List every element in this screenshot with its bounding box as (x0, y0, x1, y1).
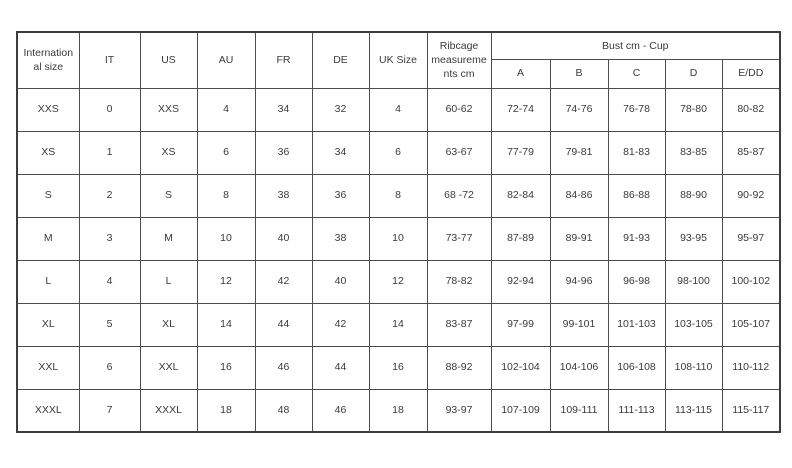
table-cell: XL (140, 303, 197, 346)
table-cell: 1 (79, 131, 140, 174)
table-cell: 100-102 (722, 260, 780, 303)
table-cell: 4 (369, 88, 427, 131)
table-cell: 46 (312, 389, 369, 432)
table-cell: 2 (79, 174, 140, 217)
col-header-us: US (140, 32, 197, 88)
table-cell: 6 (79, 346, 140, 389)
table-cell: 38 (312, 217, 369, 260)
col-header-cup-b: B (550, 59, 608, 88)
table-cell: 72-74 (491, 88, 550, 131)
table-cell: 76-78 (608, 88, 665, 131)
table-header (17, 32, 780, 88)
table-cell: XS (17, 131, 79, 174)
table-cell: 88-90 (665, 174, 722, 217)
table-cell: XXL (17, 346, 79, 389)
table-cell: 38 (255, 174, 312, 217)
table-cell: 95-97 (722, 217, 780, 260)
table-cell: 83-87 (427, 303, 491, 346)
table-cell: 102-104 (491, 346, 550, 389)
table-cell: 98-100 (665, 260, 722, 303)
col-header-fr: FR (255, 32, 312, 88)
table-cell: 89-91 (550, 217, 608, 260)
table-cell: 63-67 (427, 131, 491, 174)
table-cell: 46 (255, 346, 312, 389)
table-cell: 82-84 (491, 174, 550, 217)
table-cell: 99-101 (550, 303, 608, 346)
table-cell: 85-87 (722, 131, 780, 174)
table-cell: XXXL (17, 389, 79, 432)
table-cell: 14 (197, 303, 255, 346)
table-cell: 3 (79, 217, 140, 260)
table-cell: 18 (369, 389, 427, 432)
table-cell: XL (17, 303, 79, 346)
table-cell: 36 (255, 131, 312, 174)
table-cell: 106-108 (608, 346, 665, 389)
table-cell: XXS (140, 88, 197, 131)
table-cell: 83-85 (665, 131, 722, 174)
table-cell: 78-80 (665, 88, 722, 131)
table-cell: XXS (17, 88, 79, 131)
table-cell: 34 (312, 131, 369, 174)
table-cell: 8 (369, 174, 427, 217)
table-cell: 34 (255, 88, 312, 131)
table-cell: 14 (369, 303, 427, 346)
table-cell: 94-96 (550, 260, 608, 303)
table-cell: M (140, 217, 197, 260)
table-cell: 91-93 (608, 217, 665, 260)
table-cell: S (17, 174, 79, 217)
table-cell: 6 (369, 131, 427, 174)
col-header-cup-d: D (665, 59, 722, 88)
table-cell: 8 (197, 174, 255, 217)
table-cell: 60-62 (427, 88, 491, 131)
table-cell: XXL (140, 346, 197, 389)
table-cell: L (140, 260, 197, 303)
table-cell: 16 (197, 346, 255, 389)
table-cell: 115-117 (722, 389, 780, 432)
col-header-cup-edd: E/DD (722, 59, 780, 88)
table-cell: 84-86 (550, 174, 608, 217)
table-row (17, 174, 780, 217)
table-cell: 103-105 (665, 303, 722, 346)
table-cell: 12 (369, 260, 427, 303)
table-cell: 81-83 (608, 131, 665, 174)
col-header-cup-c: C (608, 59, 665, 88)
table-cell: L (17, 260, 79, 303)
table-cell: 87-89 (491, 217, 550, 260)
table-cell: 111-113 (608, 389, 665, 432)
table-row (17, 217, 780, 260)
table-cell: 105-107 (722, 303, 780, 346)
table-cell: 0 (79, 88, 140, 131)
table-cell: 97-99 (491, 303, 550, 346)
header-row-top (17, 32, 780, 59)
table-cell: 42 (255, 260, 312, 303)
table-cell: S (140, 174, 197, 217)
col-header-uk-size: UK Size (369, 32, 427, 88)
table-row (17, 346, 780, 389)
table-cell: 90-92 (722, 174, 780, 217)
table-cell: 5 (79, 303, 140, 346)
table-cell: M (17, 217, 79, 260)
table-row (17, 260, 780, 303)
table-cell: 44 (312, 346, 369, 389)
col-header-ribcage: Ribcage measurements cm (427, 32, 491, 88)
table-cell: 16 (369, 346, 427, 389)
table-cell: 74-76 (550, 88, 608, 131)
table-cell: 107-109 (491, 389, 550, 432)
table-cell: 7 (79, 389, 140, 432)
table-cell: 88-92 (427, 346, 491, 389)
table-cell: 4 (79, 260, 140, 303)
table-cell: 10 (369, 217, 427, 260)
table-cell: 48 (255, 389, 312, 432)
table-cell: 10 (197, 217, 255, 260)
table-cell: 77-79 (491, 131, 550, 174)
table-cell: XS (140, 131, 197, 174)
table-cell: 108-110 (665, 346, 722, 389)
table-cell: 79-81 (550, 131, 608, 174)
col-header-de: DE (312, 32, 369, 88)
table-cell: 101-103 (608, 303, 665, 346)
table-cell: 110-112 (722, 346, 780, 389)
table-cell: 36 (312, 174, 369, 217)
table-cell: 93-97 (427, 389, 491, 432)
table-cell: 12 (197, 260, 255, 303)
table-cell: 40 (312, 260, 369, 303)
table-cell: XXXL (140, 389, 197, 432)
table-cell: 42 (312, 303, 369, 346)
col-header-international-size: International size (17, 32, 79, 88)
table-cell: 40 (255, 217, 312, 260)
table-cell: 32 (312, 88, 369, 131)
table-row (17, 303, 780, 346)
table-cell: 18 (197, 389, 255, 432)
col-header-it: IT (79, 32, 140, 88)
col-header-au: AU (197, 32, 255, 88)
table-cell: 104-106 (550, 346, 608, 389)
table-cell: 86-88 (608, 174, 665, 217)
table-cell: 78-82 (427, 260, 491, 303)
table-cell: 92-94 (491, 260, 550, 303)
table-cell: 4 (197, 88, 255, 131)
table-row (17, 389, 780, 432)
size-table-body (17, 88, 780, 432)
table-cell: 113-115 (665, 389, 722, 432)
col-header-cup-a: A (491, 59, 550, 88)
table-row (17, 131, 780, 174)
table-cell: 6 (197, 131, 255, 174)
table-cell: 93-95 (665, 217, 722, 260)
table-cell: 68 -72 (427, 174, 491, 217)
table-cell: 44 (255, 303, 312, 346)
size-chart-table (16, 31, 781, 433)
table-cell: 96-98 (608, 260, 665, 303)
col-header-bust-cup-group: Bust cm - Cup (491, 32, 780, 59)
table-cell: 80-82 (722, 88, 780, 131)
table-cell: 109-111 (550, 389, 608, 432)
table-cell: 73-77 (427, 217, 491, 260)
table-row (17, 88, 780, 131)
